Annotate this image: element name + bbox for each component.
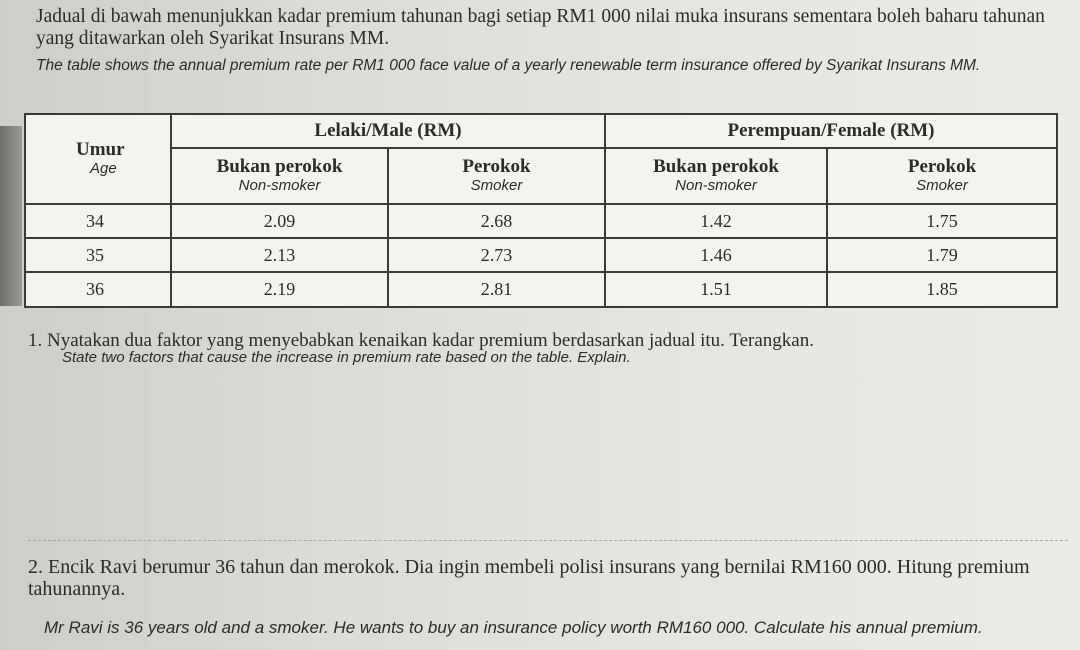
male-smoker-ms: Perokok <box>462 156 531 177</box>
intro-english: The table shows the annual premium rate per RM1 000 face value of a yearly renewable term insurance offered by Syarikat Insurans MM. <box>36 57 981 74</box>
female-smoker-ms: Perokok <box>907 156 977 177</box>
question-1-malay: 1. Nyatakan dua faktor yang menyebabkan kenaikan kadar premium berdasarkan jadual itu. Terangkan. <box>28 330 814 351</box>
question-2-malay: 2. Encik Ravi berumur 36 tahun dan merokok. Dia ingin membeli polisi insurans yang bernilai RM160 000. Hitung premium tahunannya. <box>28 556 1030 600</box>
age-cell: 35 <box>25 238 171 272</box>
female-nonsmoker-cell: 1.46 <box>605 238 827 272</box>
table-subheader-row <box>25 148 1057 204</box>
male-smoker-en: Smoker <box>470 177 523 194</box>
male-nonsmoker-cell: 2.19 <box>171 272 388 307</box>
male-smoker-header <box>388 148 605 204</box>
age-cell: 36 <box>25 272 171 307</box>
female-nonsmoker-cell: 1.51 <box>605 272 827 307</box>
female-smoker-header <box>827 148 1057 204</box>
male-nonsmoker-cell: 2.13 <box>171 238 388 272</box>
female-header-label: Perempuan/Female (RM) <box>727 120 935 141</box>
male-header <box>171 114 605 148</box>
male-nonsmoker-header <box>171 148 388 204</box>
question-2-english: Mr Ravi is 36 years old and a smoker. He wants to buy an insurance policy worth RM160 000. Calculate his annual premium. <box>44 618 983 637</box>
male-nonsmoker-en: Non-smoker <box>238 177 321 194</box>
question-1-english: State two factors that cause the increase in premium rate based on the table. Explain. <box>62 349 631 366</box>
table-row <box>25 238 1057 272</box>
male-header-label: Lelaki/Male (RM) <box>314 120 462 141</box>
age-header-en: Age <box>90 160 117 177</box>
male-nonsmoker-ms: Bukan perokok <box>216 156 343 177</box>
table-row <box>25 204 1057 238</box>
female-smoker-cell: 1.75 <box>827 204 1057 238</box>
male-smoker-cell: 2.73 <box>388 238 605 272</box>
intro-malay: Jadual di bawah menunjukkan kadar premium tahunan bagi setiap RM1 000 nilai muka insurans sementara boleh baharu tahunan yang ditawarkan oleh Syarikat Insurans MM. <box>36 6 1045 49</box>
table-header-row <box>25 114 1057 148</box>
table-row <box>25 272 1057 307</box>
female-nonsmoker-header <box>605 148 827 204</box>
table-shadow-edge <box>0 126 22 306</box>
female-smoker-cell: 1.79 <box>827 238 1057 272</box>
male-nonsmoker-cell: 2.09 <box>171 204 388 238</box>
male-smoker-cell: 2.68 <box>388 204 605 238</box>
male-smoker-cell: 2.81 <box>388 272 605 307</box>
premium-rate-table <box>24 113 1058 308</box>
age-header <box>25 114 171 204</box>
female-header <box>605 114 1057 148</box>
female-smoker-en: Smoker <box>916 177 968 194</box>
female-nonsmoker-en: Non-smoker <box>675 177 757 194</box>
age-cell: 34 <box>25 204 171 238</box>
answer-space-divider <box>28 540 1068 541</box>
female-smoker-cell: 1.85 <box>827 272 1057 307</box>
age-header-ms: Umur <box>76 139 125 160</box>
female-nonsmoker-ms: Bukan perokok <box>653 156 779 177</box>
female-nonsmoker-cell: 1.42 <box>605 204 827 238</box>
